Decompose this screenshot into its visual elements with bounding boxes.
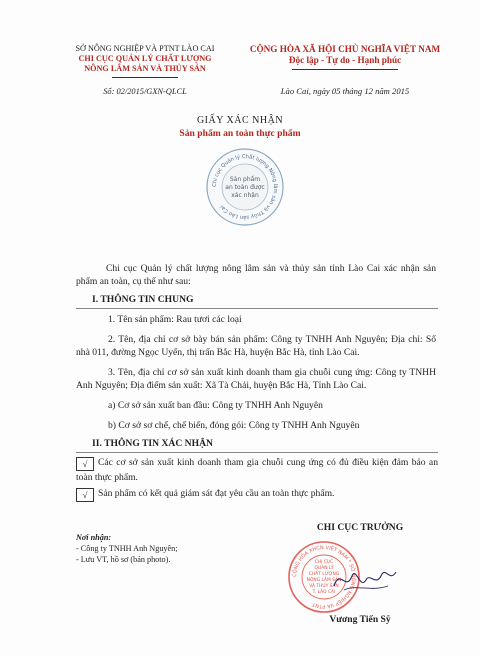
stamp-line5: VÀ THỦY SẢN: [309, 584, 339, 589]
confirmation-2: [76, 487, 438, 502]
national-header: [245, 44, 445, 66]
signer-name: Vương Tiến Sỹ: [329, 614, 391, 625]
section2-title: II. THÔNG TIN XÁC NHẬN: [92, 438, 213, 449]
seal-center-line2: an toàn được: [225, 184, 265, 191]
national-motto: Độc lập - Tự do - Hạnh phúc: [288, 55, 402, 65]
document-date: Lào Cai, ngày 05 tháng 12 năm 2015: [280, 86, 410, 96]
confirmation-1-text: Các cơ sở sản xuất kinh doanh tham gia chuỗi cung ứng có đủ điều kiện đảm bảo an toàn thực phẩm.: [76, 457, 438, 483]
document-subtitle: Sản phẩm an toàn thực phẩm: [179, 128, 301, 139]
check-box-1: √: [76, 457, 94, 471]
agency-name-line1: CHI CỤC QUẢN LÝ CHẤT LƯỢNG: [78, 54, 212, 63]
recipients-block: [76, 532, 276, 565]
general-item-2: 2. Tên, địa chỉ cơ sở bày bán sản phẩm: Công ty TNHH Anh Nguyên; Địa chỉ: Số nhà 011, đường Ngọc Uyển, thị trấn Bắc Hà, huyện Bắc Hà, tỉnh Lào Cai.: [76, 334, 436, 358]
section1-rule: [76, 308, 438, 309]
seal-center-line3: xác nhận: [231, 192, 259, 199]
document-title: GIẤY XÁC NHẬN: [196, 115, 284, 126]
motto-underline: [292, 69, 398, 70]
recipient-2: - Lưu VT, hồ sơ (bản photo).: [76, 555, 171, 564]
document-title-block: [140, 115, 340, 139]
stamp-ring-text: CỘNG HÒA XHCN VIỆT NAM * SỞ NÔNG NGHIỆP VÀ PTNT: [291, 544, 357, 610]
general-item-1: 1. Tên sản phẩm: Rau tươi các loại: [108, 314, 242, 325]
recipient-1: - Công ty TNHH Anh Nguyên;: [76, 544, 178, 553]
section1-title: I. THÔNG TIN CHUNG: [92, 294, 194, 305]
section2-rule: [76, 452, 438, 453]
seal-center-line1: Sản phẩm: [229, 176, 261, 183]
handwritten-signature-icon: [330, 562, 400, 598]
document-number: Số: 02/2015/GXN-QLCL: [103, 87, 187, 96]
stamp-line2: QUẢN LÝ: [314, 566, 334, 571]
signer-title: CHI CỤC TRƯỞNG: [316, 522, 404, 533]
agency-name-line2: NÔNG LÂM SẢN VÀ THỦY SẢN: [84, 64, 206, 73]
certification-seal-icon: [205, 147, 285, 227]
agency-underline: [112, 77, 178, 78]
stamp-line4: NÔNG LÂM SẢN: [306, 578, 342, 583]
general-item-b: b) Cơ sở sơ chế, chế biến, đóng gói: Công ty TNHH Anh Nguyên: [108, 420, 360, 431]
stamp-line1: CHI CỤC: [314, 560, 334, 565]
intro-paragraph: Chi cục Quản lý chất lượng nông lâm sản và thủy sản tỉnh Lào Cai xác nhận sản phẩm an toàn, cụ thể như sau:: [76, 263, 436, 287]
confirmation-1: [76, 456, 438, 484]
national-title: CỘNG HÒA XÃ HỘI CHỦ NGHĨA VIỆT NAM: [249, 44, 441, 54]
stamp-line3: CHẤT LƯỢNG: [308, 572, 340, 577]
agency-header: [55, 44, 235, 74]
ministry-name: SỞ NÔNG NGHIỆP VÀ PTNT LÀO CAI: [75, 44, 215, 53]
check-box-2: √: [76, 488, 94, 502]
seal-ring-text: Chi cục Quản lý Chất lượng Nông lâm sản và Thủy sản Lào Cai: [211, 153, 279, 221]
stamp-line6: T. LÀO CAI: [312, 590, 336, 595]
general-item-a: a) Cơ sở sản xuất ban đầu: Công ty TNHH Anh Nguyên: [108, 400, 323, 411]
general-item-3: 3. Tên, địa chỉ cơ sở sản xuất kinh doanh tham gia chuỗi cung ứng: Công ty TNHH Anh Nguyên; Địa điểm sản xuất: Xã Tà Chải, huyện Bắc Hà, Tỉnh Lào Cai.: [76, 367, 436, 391]
confirmation-2-text: Sản phẩm có kết quả giám sát đạt yêu cầu an toàn thực phẩm.: [98, 488, 335, 499]
recipients-title: Nơi nhận:: [76, 533, 112, 542]
